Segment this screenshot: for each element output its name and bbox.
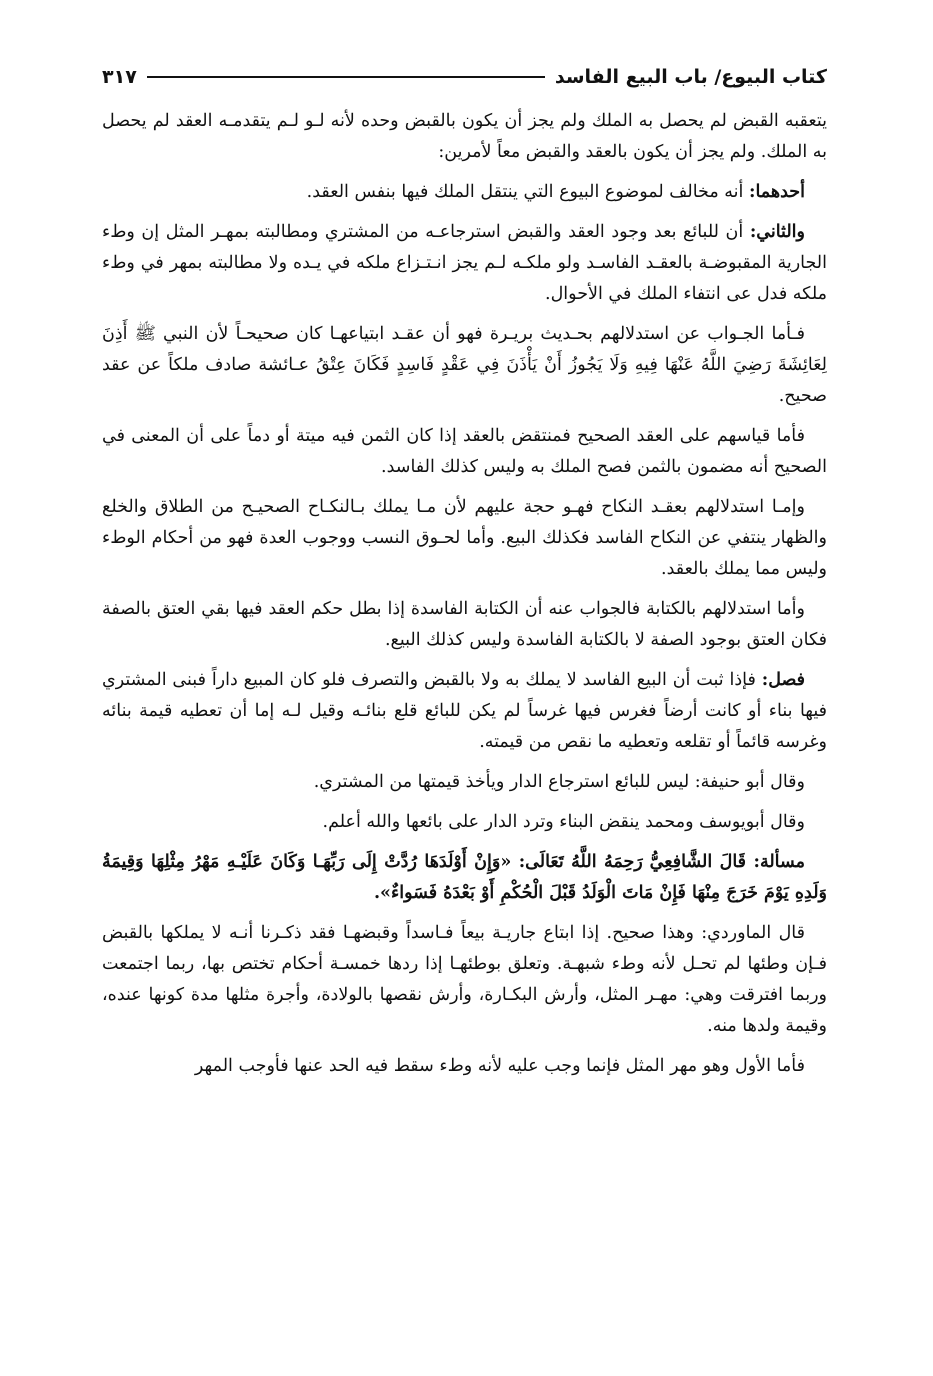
paragraph bbox=[102, 106, 827, 168]
running-header bbox=[102, 62, 827, 92]
book-page bbox=[102, 62, 827, 1091]
paragraph-text: فـأما الجـواب عن استدلالهم بحـديث بريـرة فهو أن عقـد ابتياعهـا كان صحيحـاً لأن النبي ﷺ أَذِنَ لِعَائِشَةَ رَضِيَ اللَّهُ عَنْهَا فِيهِ وَلَا يَجُوزُ أَنْ يَأْذَنَ فِي عَقْدٍ فَاسِدٍ فَكَانَ عِتْقُ عـائشة صادف ملكاً عن عقد صحيح. bbox=[102, 324, 827, 406]
paragraph-lead: فصل: bbox=[761, 670, 805, 690]
paragraph-text: فأما قياسهم على العقد الصحيح فمنتقض بالعقد إذا كان الثمن فيه ميتة أو دماً على أن المعنى في الصحيح أنه مضمون بالثمن فصح الملك به وليس كذلك الفاسد. bbox=[102, 426, 827, 477]
paragraph bbox=[102, 594, 827, 656]
paragraph-text: وأما استدلالهم بالكتابة فالجواب عنه أن الكتابة الفاسدة إذا بطل حكم العقد فيها بقي العتق بالصفة فكان العتق بوجود الصفة لا بالكتابة الفاسدة وليس كذلك البيع. bbox=[102, 599, 827, 650]
paragraph bbox=[102, 319, 827, 412]
paragraph-text: يتعقبه القبض لم يحصل به الملك ولم يجز أن يكون بالقبض وحده لأنه لـو لـم يتقدمـه العقد لم يحصل به الملك. ولم يجز أن يكون بالعقد والقبض معاً لأمرين: bbox=[102, 111, 827, 162]
paragraph-text: رَحِمَهُ اللَّهُ تَعَالَى: «وَإِنْ أَوْلَدَهَا رُدَّتْ إِلَى رَبِّهَـا وَكَانَ عَلَيْـهِ مَهْرُ مِثْلِهَا وَقِيمَةُ وَلَدِهِ يَوْمَ خَرَجَ مِنْهَا فَإِنْ مَاتَ الْوَلَدُ قَبْلَ الْحُكْمِ أَوْ بَعْدَهُ فَسَواءٌ». bbox=[102, 852, 827, 903]
paragraph bbox=[102, 492, 827, 585]
paragraph-text: وإمـا استدلالهم بعقـد النكاح فهـو حجة عليهم لأن مـا يملك بـالنكـاح الصحيـح من الطلاق والخلع والظهار ينتفي عن النكاح الفاسد فكذلك البيع. وأما لحـوق النسب ووجوب العدة فهو من أحكام الوطء وليس مما يملك بالعقد. bbox=[102, 497, 827, 579]
header-rule bbox=[147, 76, 545, 78]
paragraph-lead: والثاني: bbox=[749, 222, 805, 242]
paragraph-text: وقال أبويوسف ومحمد ينقض البناء وترد الدار على بائعها والله أعلم. bbox=[322, 812, 805, 832]
paragraph-text: فإذا ثبت أن البيع الفاسد لا يملك به ولا بالقبض والتصرف فلو كان المبيع داراً فبنى المشتري فيها بناء أو كانت أرضاً فغرس فيها غرساً لم يكن للبائع قلع بنائـه وقيل لـه إما أن تعطيه قيمة بنائه وغرسه قائماً أو تقلعه وتعطيه ما نقص من قيمته. bbox=[102, 670, 827, 752]
paragraph bbox=[102, 767, 827, 798]
paragraph-text: فأما الأول وهو مهر المثل فإنما وجب عليه لأنه وطء سقط فيه الحد عنها فأوجب المهر bbox=[194, 1056, 805, 1076]
paragraph-lead: مسألة: قَالَ الشَّافِعِيُّ bbox=[649, 852, 805, 872]
paragraph-text: أن للبائع بعد وجود العقد والقبض استرجاعـه من المشتري ومطالبته بمهـر المثل إن وطء الجارية المقبوضـة بالعقـد الفاسـد ولو ملكـه لـم يجز انـتـزاع ملكه في يـده ولا مطالبته بمهر في وطء ملكه فدل عى انتفاء الملك في الأحوال. bbox=[102, 222, 827, 304]
paragraph bbox=[102, 918, 827, 1042]
paragraph-lead: أحدهما: bbox=[748, 182, 805, 202]
paragraph-text: أنه مخالف لموضوع البيوع التي ينتقل الملك فيها بنفس العقد. bbox=[306, 182, 744, 202]
paragraph bbox=[102, 217, 827, 310]
paragraph bbox=[102, 177, 827, 208]
chapter-title: كتاب البيوع/ باب البيع الفاسد bbox=[554, 66, 827, 88]
paragraph bbox=[102, 665, 827, 758]
body-text bbox=[102, 106, 827, 1082]
paragraph bbox=[102, 421, 827, 483]
paragraph bbox=[102, 847, 827, 909]
page-number: ٣١٧ bbox=[102, 66, 137, 88]
paragraph bbox=[102, 1051, 827, 1082]
paragraph bbox=[102, 807, 827, 838]
paragraph-text: وقال أبو حنيفة: ليس للبائع استرجاع الدار ويأخذ قيمتها من المشتري. bbox=[313, 772, 805, 792]
paragraph-text: قال الماوردي: وهذا صحيح. إذا ابتاع جاريـة بيعاً فـاسداً وقبضهـا فقد ذكـرنا أنـه لا يملكها بالقبض فـإن وطئها لم تحـل لأنه وطء شبهـة. وتعلق بوطئهـا إذا ردها خمسـة أحكام تختص بها، ربما اجتمعت وربما افترقت وهي: مهـر المثل، وأرش البكـارة، وأرش نقصها بالولادة، وأجرة مثلها مدة كونها عنده، وقيمة ولدها منه. bbox=[102, 923, 827, 1036]
